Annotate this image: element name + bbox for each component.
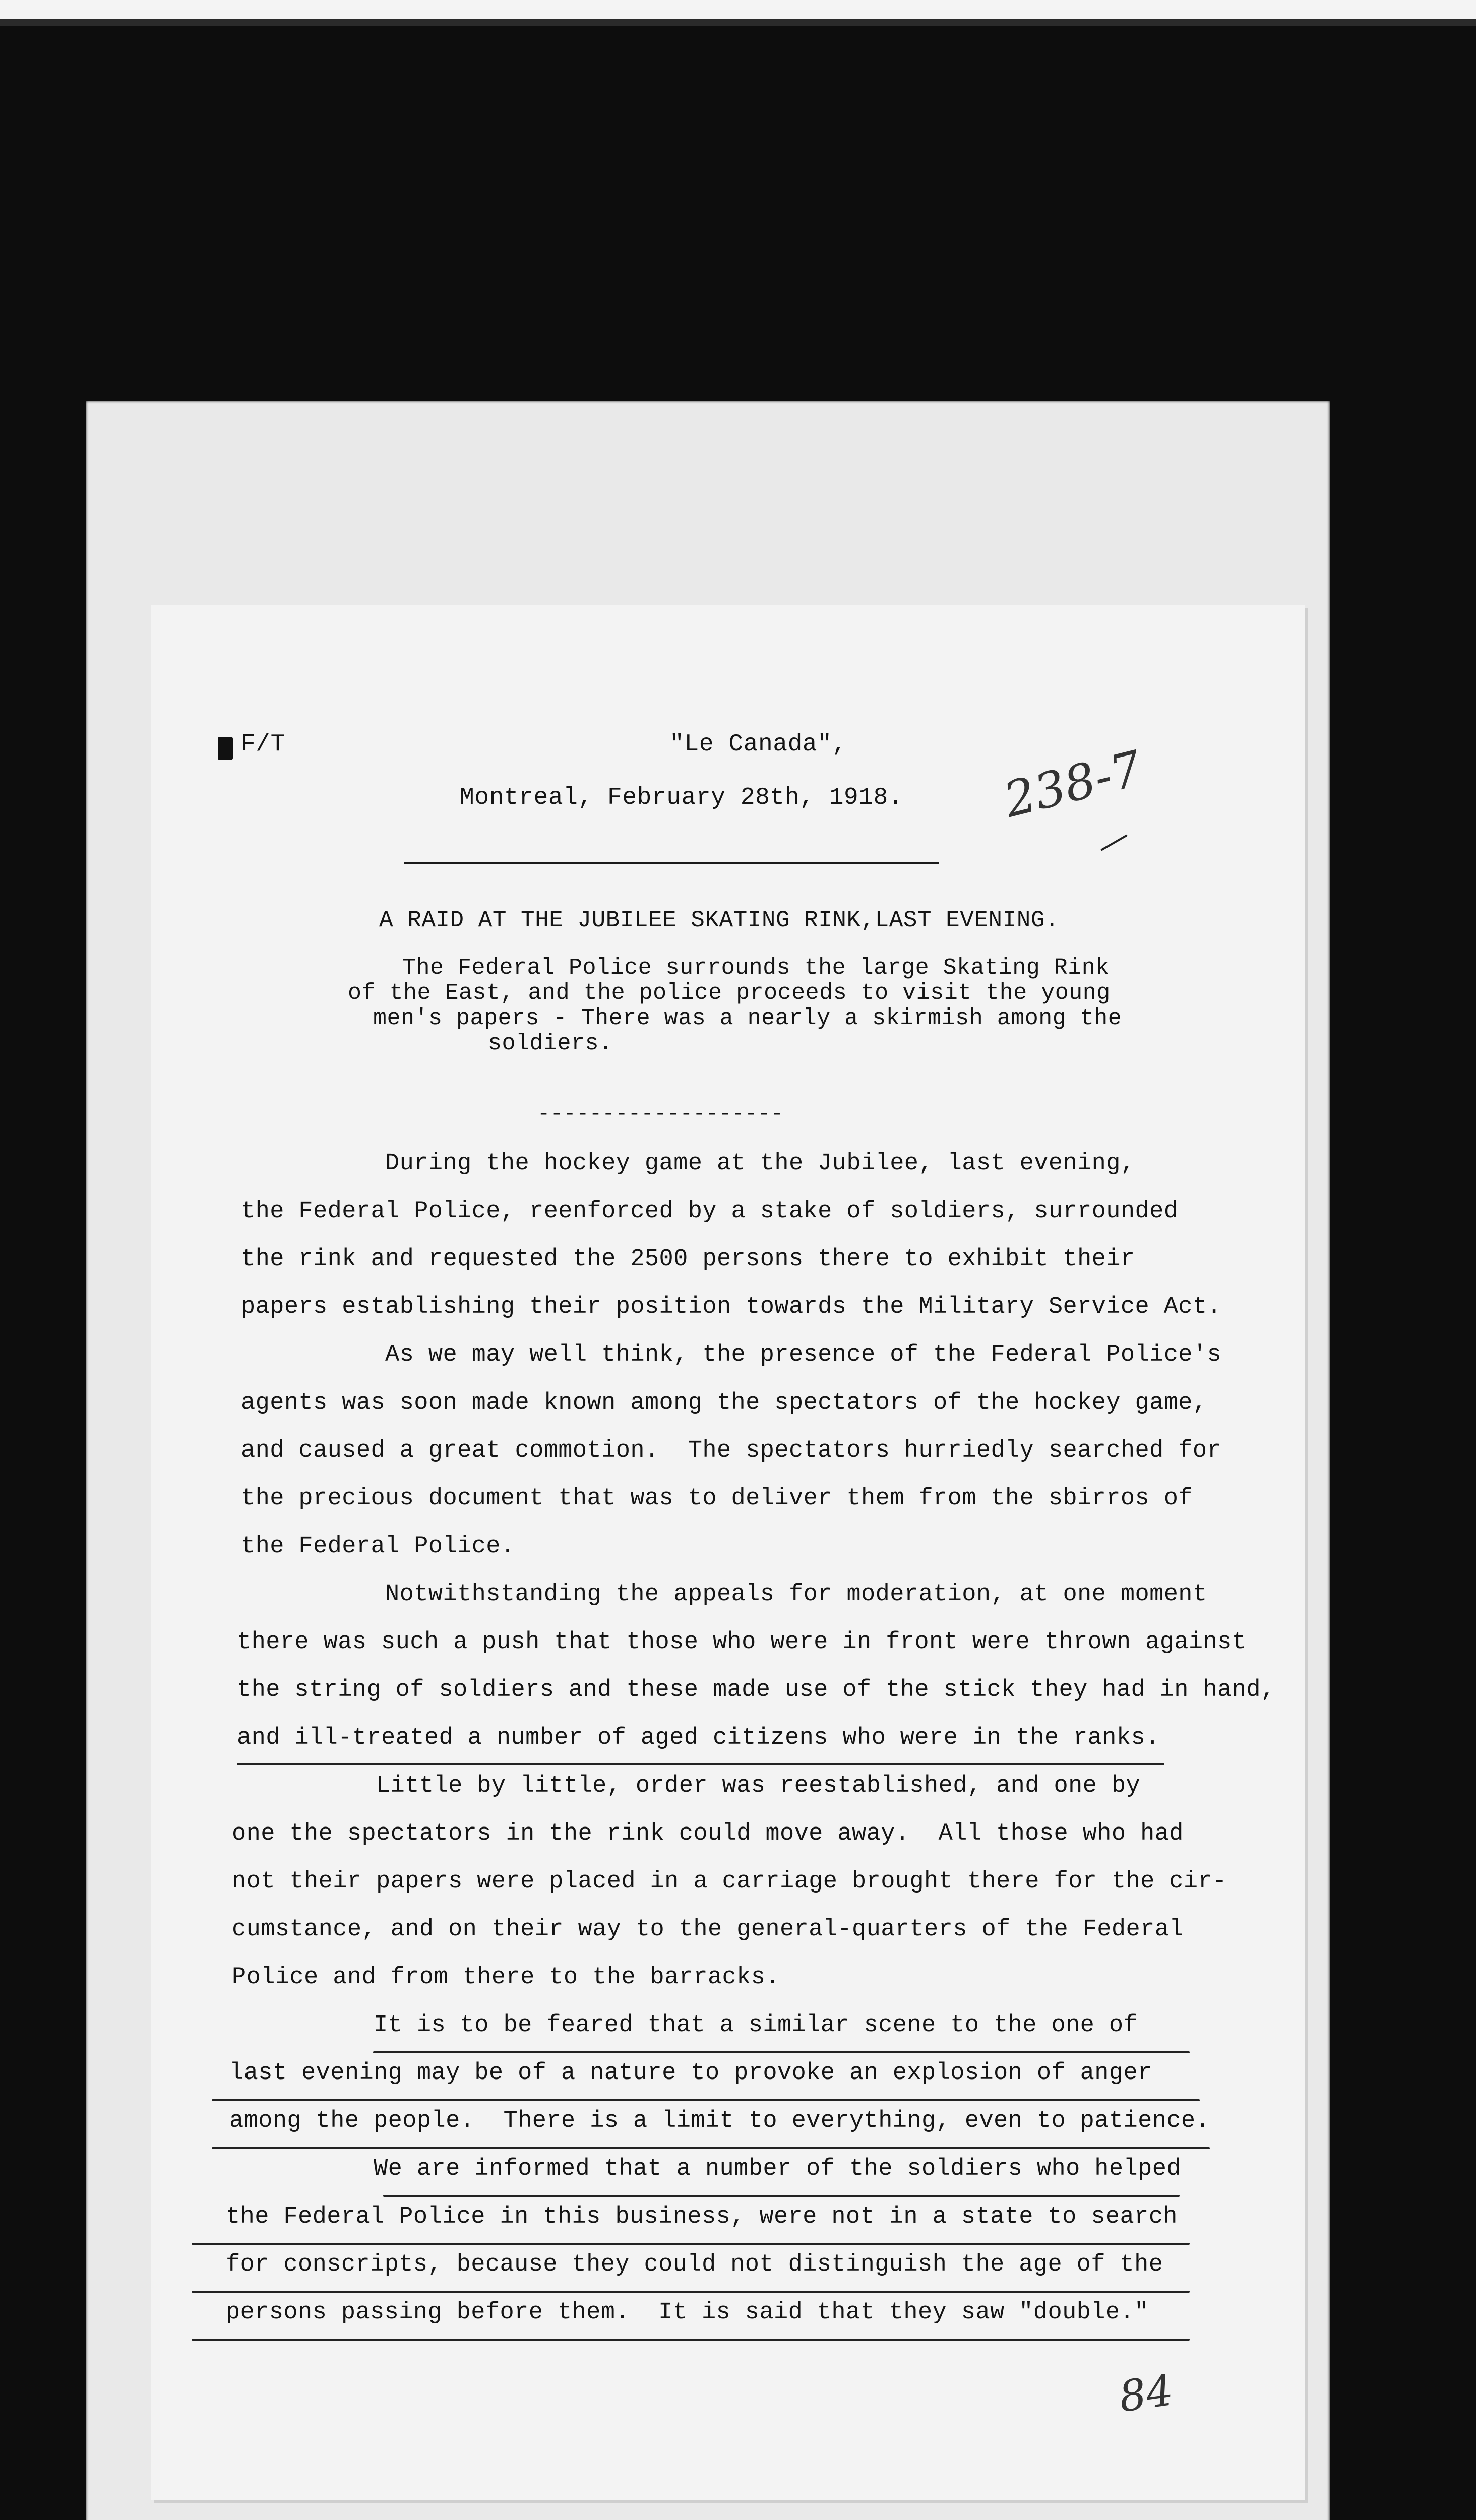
body-line-16: not their papers were placed in a carriage brought there for the cir-	[232, 1868, 1227, 1895]
body-line-25: persons passing before them. It is said that they saw "double."	[226, 2299, 1149, 2326]
newspaper-name: "Le Canada",	[669, 731, 847, 758]
body-line-7: and caused a great commotion. The spectators hurriedly searched for	[241, 1437, 1222, 1464]
body-line-18: Police and from there to the barracks.	[232, 1964, 780, 1991]
separator: -------------------	[537, 1102, 784, 1126]
underline-1	[237, 1763, 1164, 1765]
body-line-21: among the people. There is a limit to everything, even to patience.	[229, 2108, 1210, 2134]
dateline: Montreal, February 28th, 1918.	[460, 784, 903, 811]
handwritten-file-ref: 238-7	[998, 740, 1148, 829]
body-line-13: and ill-treated a number of aged citizens who were in the ranks.	[237, 1725, 1160, 1751]
body-line-6: agents was soon made known among the spectators of the hockey game,	[241, 1390, 1207, 1416]
scan-top-shadow	[0, 19, 1476, 26]
body-line-10: Notwithstanding the appeals for moderation, at one moment	[241, 1581, 1207, 1608]
body-line-20: last evening may be of a nature to provoke an explosion of anger	[229, 2060, 1152, 2087]
underline-8	[192, 2339, 1190, 2341]
underline-4	[212, 2147, 1210, 2149]
body-line-14: Little by little, order was reestablished, and one by	[232, 1773, 1141, 1799]
body-line-17: cumstance, and on their way to the general-quarters of the Federal	[232, 1916, 1184, 1943]
underline-3	[212, 2099, 1200, 2101]
body-line-11: there was such a push that those who were in front were thrown against	[237, 1629, 1247, 1656]
title-rule	[404, 862, 939, 864]
body-line-8: the precious document that was to deliver them from the sbirros of	[241, 1485, 1193, 1512]
body-line-3: the rink and requested the 2500 persons there to exhibit their	[241, 1246, 1135, 1273]
body-line-19: It is to be feared that a similar scene to the one of	[229, 2012, 1138, 2039]
underline-5	[383, 2195, 1180, 2197]
body-line-1: During the hockey game at the Jubilee, last evening,	[241, 1150, 1135, 1177]
body-line-15: one the spectators in the rink could move away. All those who had	[232, 1820, 1184, 1847]
underline-6	[192, 2243, 1190, 2245]
body-line-9: the Federal Police.	[241, 1533, 515, 1560]
body-line-5: As we may well think, the presence of the Federal Police's	[241, 1342, 1222, 1368]
subheadline-line-1: The Federal Police surrounds the large Skating Rink	[402, 955, 1110, 981]
body-line-23: the Federal Police in this business, were not in a state to search	[226, 2203, 1178, 2230]
body-line-24: for conscripts, because they could not distinguish the age of the	[226, 2251, 1163, 2278]
subheadline-line-4: soldiers.	[488, 1031, 613, 1056]
underline-2	[373, 2051, 1190, 2053]
body-line-22: We are informed that a number of the soldiers who helped	[229, 2156, 1181, 2182]
file-mark: F/T	[241, 731, 285, 758]
headline: A RAID AT THE JUBILEE SKATING RINK,LAST EVENING.	[379, 907, 1060, 933]
scan-top-edge	[0, 0, 1476, 19]
subheadline-line-3: men's papers - There was a nearly a skirmish among the	[373, 1005, 1122, 1031]
handwritten-page-number: 84	[1116, 2365, 1177, 2422]
body-line-2: the Federal Police, reenforced by a stake of soldiers, surrounded	[241, 1198, 1179, 1225]
underline-7	[192, 2291, 1190, 2293]
body-line-4: papers establishing their position towards the Military Service Act.	[241, 1294, 1222, 1320]
body-line-12: the string of soldiers and these made use of the stick they had in hand,	[237, 1677, 1275, 1704]
subheadline-line-2: of the East, and the police proceeds to visit the young	[348, 980, 1111, 1006]
